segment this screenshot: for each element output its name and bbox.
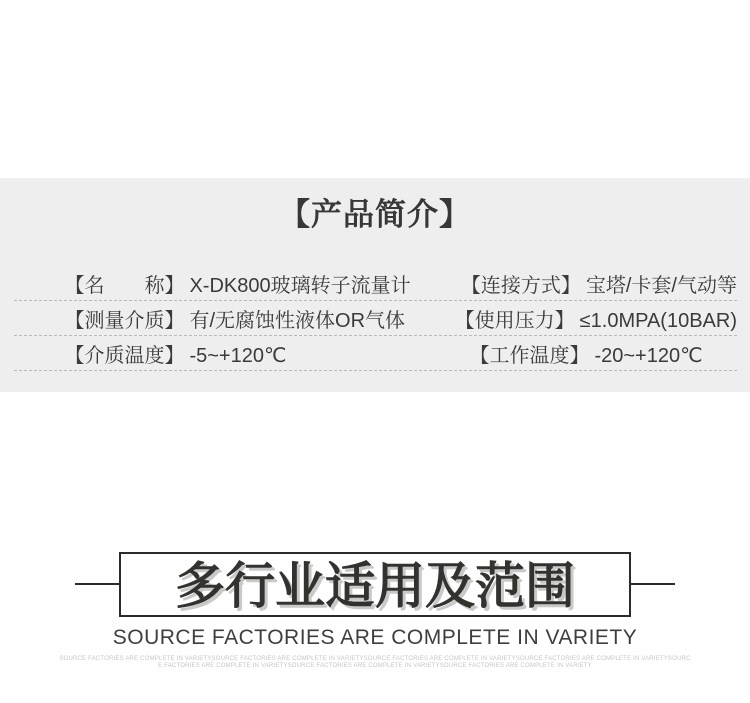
banner-box [119, 552, 631, 617]
spec-value-name: X-DK800玻璃转子流量计 [189, 274, 411, 297]
banner-title: 多行业适用及范围 [175, 557, 575, 614]
spec-table [14, 266, 737, 371]
spec-label-medium-temp: 【介质温度】 [64, 344, 185, 367]
spec-value-pressure: ≤1.0MPA(10BAR) [579, 309, 737, 332]
spec-cell-medium-temp [14, 316, 425, 391]
banner-watermark [0, 656, 750, 670]
banner-watermark-line2: E FACTORIES ARE COMPLETE IN VARIETYSOURCE FACTORIES ARE COMPLETE IN VARIETYSOURCE FACTORIES ARE COMPLETE IN VARIETY [158, 663, 592, 669]
banner-subtitle: SOURCE FACTORIES ARE COMPLETE IN VARIETY [112, 626, 638, 649]
banner-watermark-line1: SOURCE FACTORIES ARE COMPLETE IN VARIETYSOURCE FACTORIES ARE COMPLETE IN VARIETYSOURCE FACTORIES ARE COMPLETE IN VARIETYSOURCE FACTORIES ARE COMPLETE IN VARIETYSOURC [59, 656, 691, 662]
spec-value-medium-temp: -5~+120℃ [189, 344, 287, 367]
spec-value-working-temp: -20~+120℃ [594, 344, 703, 367]
spec-label-medium: 【测量介质】 [64, 309, 185, 332]
spec-label-working-temp: 【工作温度】 [469, 344, 590, 367]
spec-label-name: 【名 称】 [64, 274, 185, 297]
spec-label-pressure: 【使用压力】 [454, 309, 575, 332]
section-title-product-intro: 【产品简介】 [279, 197, 471, 232]
spec-row-temperature [14, 336, 737, 371]
spec-value-medium: 有/无腐蚀性液体OR气体 [189, 309, 406, 332]
spec-value-connection: 宝塔/卡套/气动等 [585, 274, 737, 297]
spec-cell-working-temp [425, 316, 737, 391]
spec-label-connection: 【连接方式】 [460, 274, 581, 297]
